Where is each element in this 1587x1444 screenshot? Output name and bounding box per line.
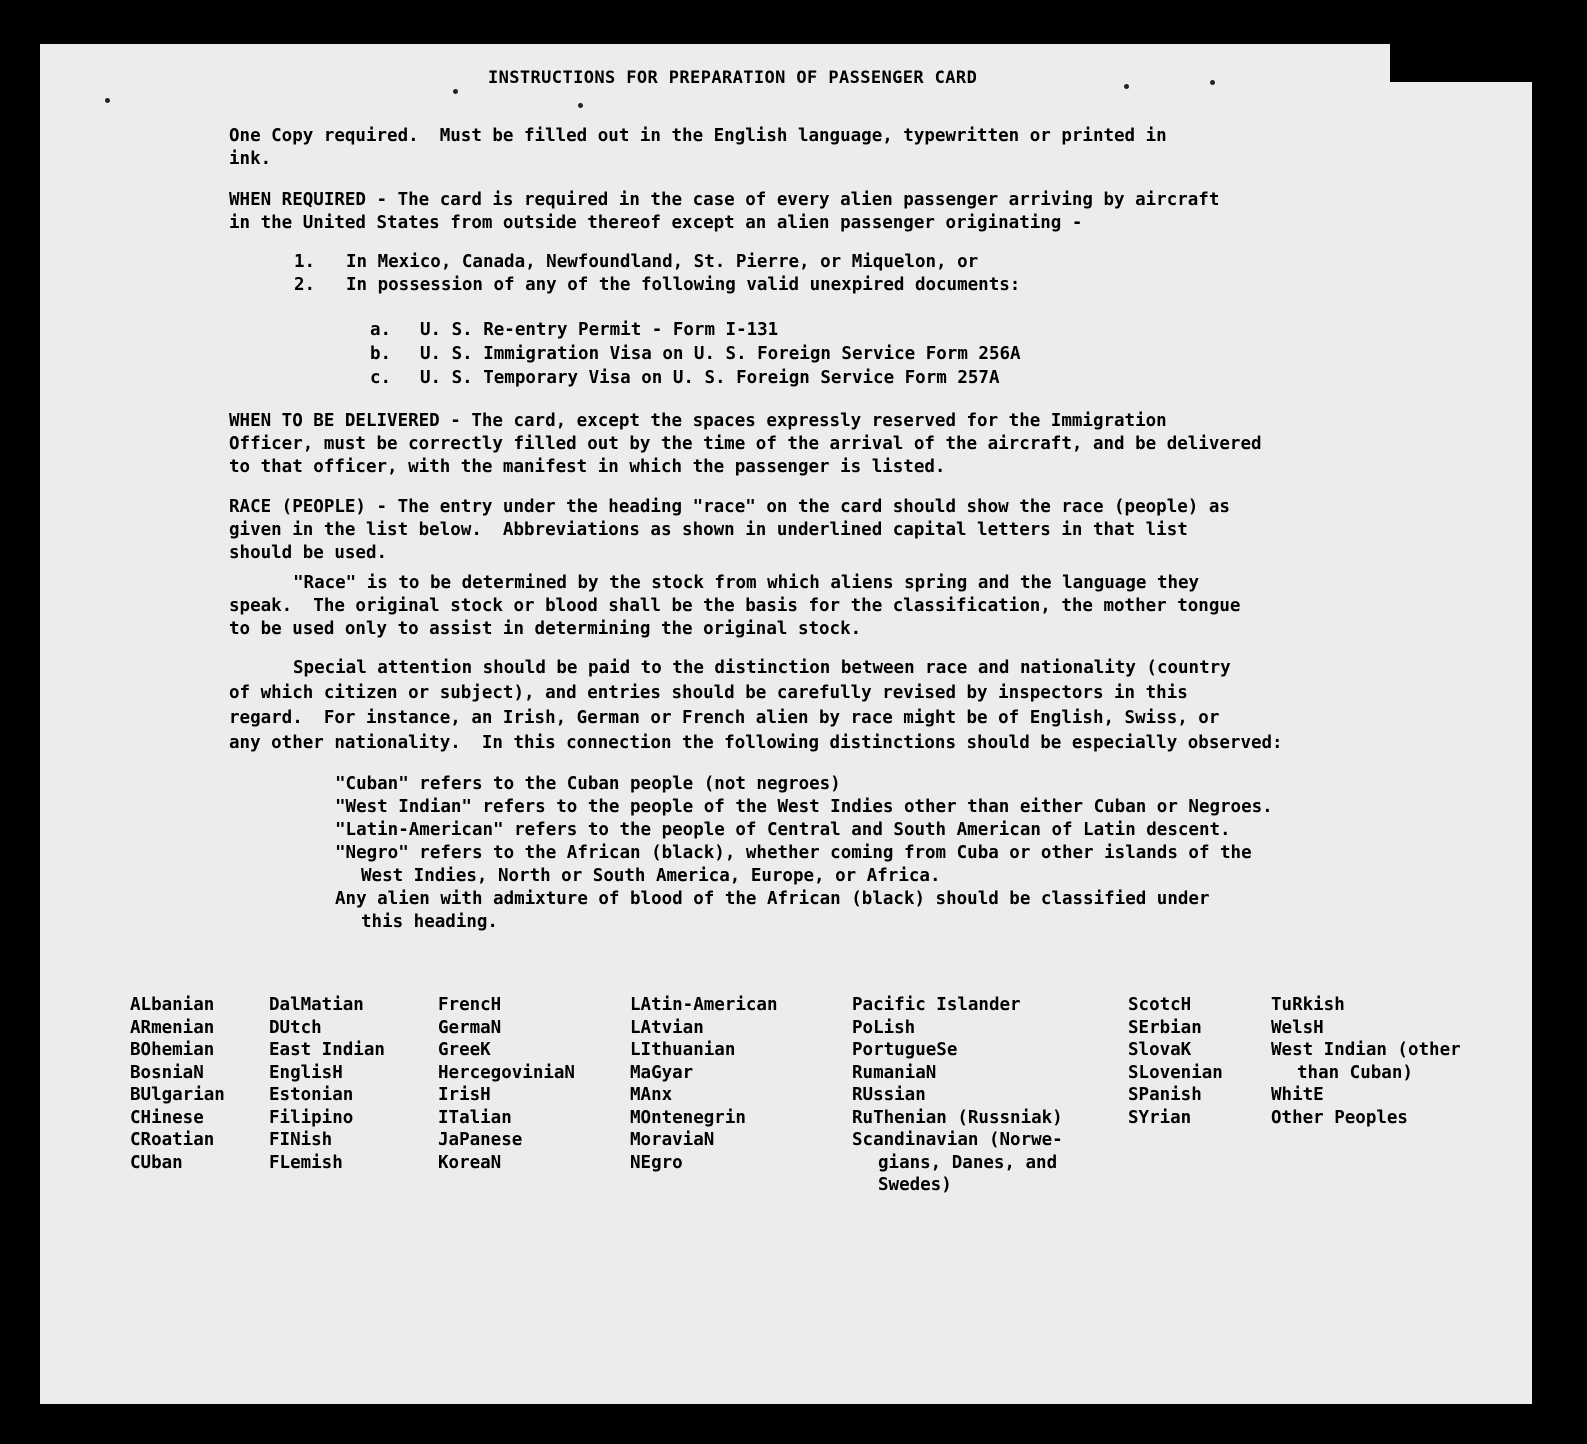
race-item: NEgro (630, 1152, 683, 1173)
distinction-line: "Negro" refers to the African (black), whether coming from Cuba or other islands of the (335, 843, 1252, 863)
ink-speck (1210, 80, 1215, 85)
intro-line: ink. (229, 149, 272, 169)
race-item: MoraviaN (630, 1130, 715, 1150)
when-required-line: in the United States from outside thereof except an alien passenger originating - (229, 213, 1083, 233)
race-item: BosniaN (130, 1062, 204, 1083)
list-item: c. U. S. Temporary Visa on U. S. Foreign Service Form 257A (370, 368, 1000, 388)
race-definition-line: "Race" is to be determined by the stock from which aliens spring and the language they (293, 573, 1200, 593)
race-item: HercegoviniaN (438, 1062, 575, 1083)
race-item: SYrian (1128, 1107, 1192, 1128)
black-corner-mark (1390, 40, 1540, 82)
race-item: Estonian (269, 1085, 354, 1105)
race-item: CHinese (130, 1107, 204, 1128)
race-item: gians, Danes, and (878, 1152, 1058, 1173)
list-item: 2. In possession of any of the following valid unexpired documents: (294, 275, 1021, 295)
race-item: Other Peoples (1271, 1107, 1408, 1128)
race-item: MAnx (630, 1085, 673, 1105)
race-item: WhitE (1271, 1085, 1324, 1105)
race-definition-line: to be used only to assist in determining the original stock. (229, 619, 862, 639)
race-item: EnglisH (269, 1062, 343, 1083)
race-item: ITalian (438, 1107, 512, 1128)
race-item: RumaniaN (852, 1062, 937, 1083)
race-item: PortugueSe (852, 1040, 958, 1060)
race-item: IrisH (438, 1085, 491, 1105)
distinction-line: "Latin-American" refers to the people of Central and South American of Latin descent. (335, 820, 1231, 840)
numbered-list (294, 251, 1020, 297)
distinctions-list (335, 773, 1273, 934)
intro-paragraph (229, 125, 1167, 171)
race-item: CRoatian (130, 1130, 215, 1150)
ink-speck (105, 98, 110, 103)
race-item: GermaN (438, 1017, 502, 1038)
race-column (130, 994, 225, 1174)
race-item: SlovaK (1128, 1040, 1192, 1060)
when-required-line: WHEN REQUIRED - The card is required in the case of every alien passenger arriving by aircraft (229, 190, 1220, 210)
race-item: ARmenian (130, 1017, 215, 1038)
race-column (1128, 994, 1223, 1129)
distinction-line: "Cuban" refers to the Cuban people (not negroes) (335, 774, 841, 794)
race-item: LAtin-American (630, 995, 778, 1015)
race-item: Swedes) (878, 1175, 952, 1195)
distinction-line: Any alien with admixture of blood of the African (black) should be classified under (335, 889, 1210, 909)
race-item: than Cuban) (1297, 1062, 1413, 1083)
race-item: GreeK (438, 1040, 491, 1060)
race-item: ALbanian (130, 995, 215, 1015)
race-item: JaPanese (438, 1130, 523, 1150)
documents-list (370, 318, 1021, 390)
special-line: Special attention should be paid to the distinction between race and nationality (country (293, 658, 1231, 678)
race-item: LIthuanian (630, 1040, 736, 1060)
race-intro-line: given in the list below. Abbreviations as shown in underlined capital letters in that list (229, 520, 1188, 540)
race-item: East Indian (269, 1040, 385, 1060)
race-item: ScotcH (1128, 995, 1192, 1015)
race-item: TuRkish (1271, 995, 1345, 1015)
race-item: FLemish (269, 1152, 343, 1173)
special-line: any other nationality. In this connection the following distinctions should be especially observed: (229, 733, 1283, 753)
special-line: of which citizen or subject), and entries should be carefully revised by inspectors in this (229, 683, 1188, 703)
list-item: b. U. S. Immigration Visa on U. S. Foreign Service Form 256A (370, 344, 1021, 364)
race-item: FrencH (438, 995, 502, 1015)
race-item: SErbian (1128, 1017, 1202, 1038)
ink-speck (1124, 84, 1129, 89)
when-delivered-line: to that officer, with the manifest in which the passenger is listed. (229, 457, 946, 477)
ink-speck (453, 89, 458, 94)
race-definition-paragraph (229, 572, 1240, 641)
race-item: MOntenegrin (630, 1107, 746, 1128)
race-item: DUtch (269, 1017, 322, 1038)
ink-speck (578, 103, 583, 108)
race-item: West Indian (other (1271, 1040, 1461, 1060)
race-column (630, 994, 778, 1174)
race-item: BOhemian (130, 1040, 215, 1060)
intro-line: One Copy required. Must be filled out in the English language, typewritten or printed in (229, 126, 1167, 146)
race-item: RuThenian (Russniak) (852, 1107, 1063, 1128)
race-intro-paragraph (229, 496, 1230, 565)
special-attention-paragraph (229, 656, 1283, 756)
distinction-line: "West Indian" refers to the people of the West Indies other than either Cuban or Negroes. (335, 797, 1273, 817)
race-item: LAtvian (630, 1017, 704, 1038)
race-column (269, 994, 385, 1174)
race-item: SPanish (1128, 1085, 1202, 1105)
race-item: CUban (130, 1152, 183, 1173)
race-item: Pacific Islander (852, 995, 1021, 1015)
race-item: DalMatian (269, 995, 364, 1015)
distinction-line: this heading. (361, 912, 498, 932)
when-delivered-line: Officer, must be correctly filled out by the time of the arrival of the aircraft, and be delivered (229, 434, 1262, 454)
race-column (438, 994, 575, 1174)
list-item: a. U. S. Re-entry Permit - Form I-131 (370, 320, 779, 340)
list-item: 1. In Mexico, Canada, Newfoundland, St. Pierre, or Miquelon, or (294, 252, 979, 272)
when-delivered-paragraph (229, 410, 1262, 479)
distinction-line: West Indies, North or South America, Europe, or Africa. (361, 866, 941, 886)
race-item: Filipino (269, 1107, 354, 1128)
page-title: INSTRUCTIONS FOR PREPARATION OF PASSENGER CARD (488, 68, 978, 88)
race-definition-line: speak. The original stock or blood shall be the basis for the classification, the mother tongue (229, 596, 1241, 616)
race-column (1271, 994, 1461, 1129)
special-line: regard. For instance, an Irish, German or French alien by race might be of English, Swiss, or (229, 708, 1220, 728)
race-item: MaGyar (630, 1062, 694, 1083)
race-column (852, 994, 1063, 1197)
race-item: PoLish (852, 1017, 916, 1038)
race-item: FINish (269, 1130, 333, 1150)
race-item: WelsH (1271, 1017, 1324, 1038)
race-item: Scandinavian (Norwe- (852, 1130, 1063, 1150)
race-intro-line: should be used. (229, 543, 388, 563)
race-item: SLovenian (1128, 1062, 1223, 1083)
race-item: KoreaN (438, 1152, 502, 1173)
when-delivered-line: WHEN TO BE DELIVERED - The card, except the spaces expressly reserved for the Immigration (229, 411, 1167, 431)
when-required-paragraph (229, 189, 1219, 235)
race-intro-line: RACE (PEOPLE) - The entry under the heading "race" on the card should show the race (people) as (229, 497, 1230, 517)
race-item: RUssian (852, 1085, 926, 1105)
race-item: BUlgarian (130, 1085, 225, 1105)
